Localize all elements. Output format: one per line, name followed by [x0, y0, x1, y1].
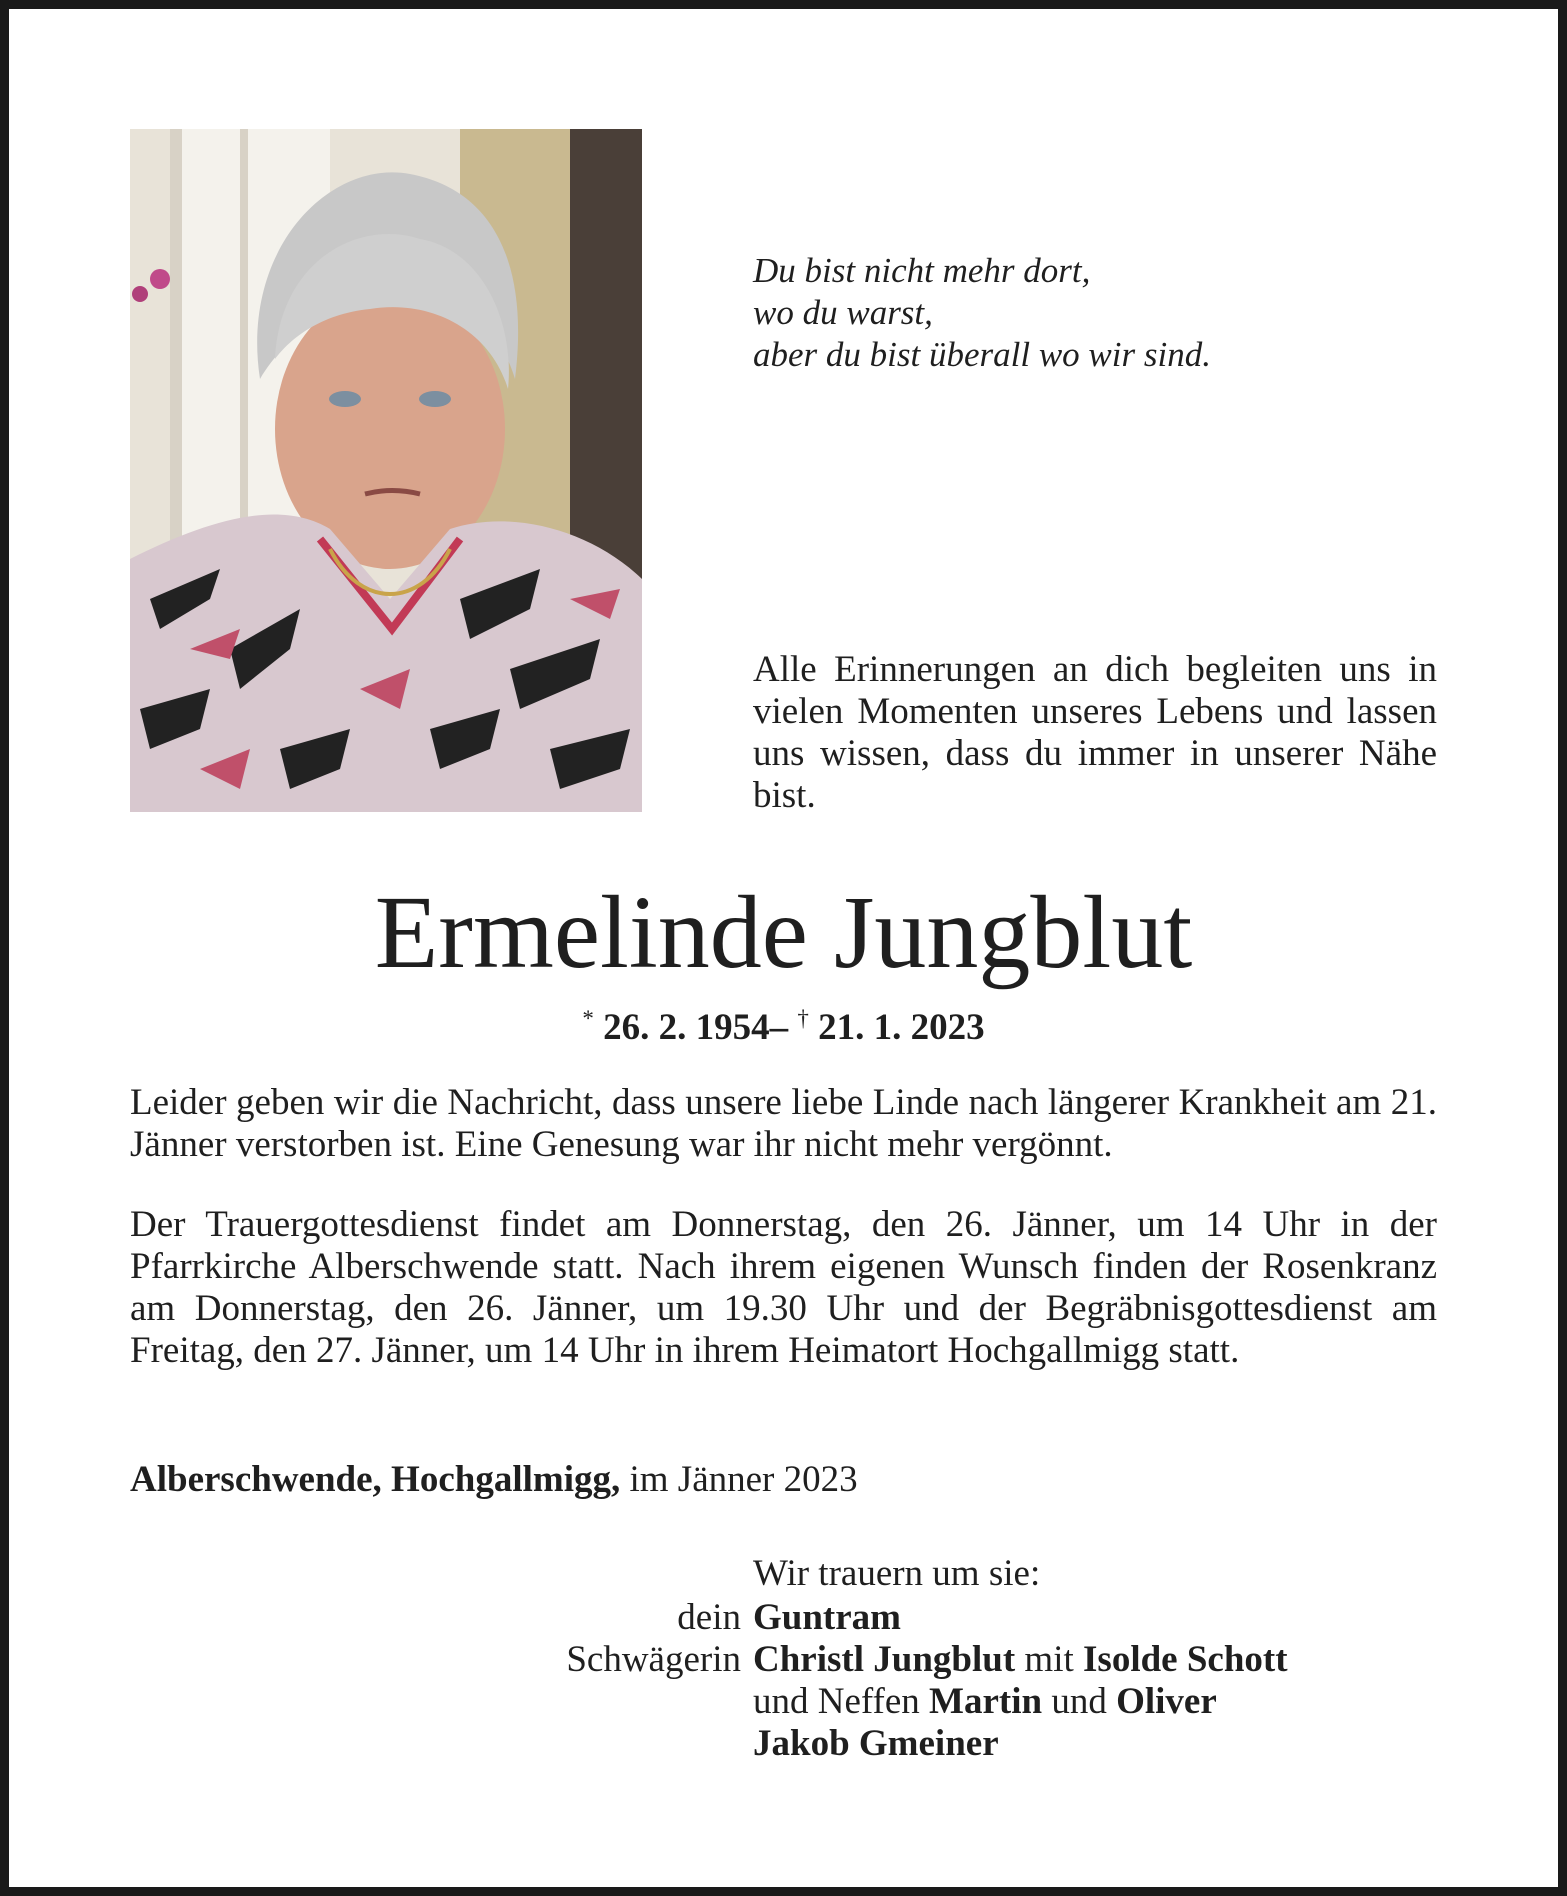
mourner-names: [753, 1681, 1217, 1723]
mourner-name: Oliver: [1116, 1681, 1217, 1722]
mourner-name: Guntram: [753, 1597, 901, 1638]
mourner-name: Jakob Gmeiner: [753, 1723, 999, 1764]
birth-date: 26. 2. 1954: [603, 1007, 770, 1048]
service-paragraph: Der Trauergottesdienst findet am Donnerstag, den 26. Jänner, um 14 Uhr in der Pfarrkirche Alberschwende statt. Nach ihrem eigenen Wunsch finden der Rosenkranz am Donnerstag, den 26. Jänner, um 19.30 Uhr und der Begräbnisgottesdienst am Freitag, den 27. Jänner, um 14 Uhr in ihrem Heimatort Hochgallmigg statt.: [130, 1204, 1437, 1371]
mourner-row: [0, 1681, 1567, 1723]
memory-text: Alle Erinnerungen an dich begleiten uns in vielen Momenten unseres Lebens und lassen uns wissen, dass du immer in unserer Nähe bist.: [753, 649, 1437, 816]
date: im Jänner 2023: [629, 1459, 858, 1500]
deceased-name: Ermelinde Jungblut: [374, 875, 1193, 990]
date-separator: –: [769, 1007, 789, 1048]
mourners-heading: Wir trauern um sie:: [753, 1553, 1041, 1594]
mourner-relation: Schwägerin: [566, 1639, 741, 1680]
mourners-list: [0, 1597, 1567, 1765]
quote-line: Du bist nicht mehr dort,: [753, 251, 1091, 290]
mourner-name: Isolde Schott: [1083, 1639, 1288, 1680]
place-and-date: [130, 1459, 858, 1501]
mourner-row: [0, 1639, 1567, 1681]
mourner-names: [753, 1723, 999, 1765]
mourner-relation: dein: [677, 1597, 741, 1638]
mourner-names: [753, 1597, 901, 1639]
places: Alberschwende, Hochgallmigg,: [130, 1459, 621, 1500]
quote-line: aber du bist überall wo wir sind.: [753, 335, 1211, 374]
mourner-name: Martin: [929, 1681, 1043, 1722]
portrait-photo: [130, 129, 642, 812]
mourner-names: [753, 1639, 1288, 1681]
mourner-connector: mit: [1024, 1639, 1074, 1680]
mourner-connector: und: [1051, 1681, 1107, 1722]
mourner-row: [0, 1597, 1567, 1639]
mourner-row: [0, 1723, 1567, 1765]
memorial-quote: [753, 250, 1211, 376]
death-date: 21. 1. 2023: [818, 1007, 985, 1048]
mourner-prefix: und Neffen: [753, 1681, 920, 1722]
mourner-name: Christl Jungblut: [753, 1639, 1016, 1680]
birth-symbol: *: [582, 1006, 594, 1031]
announcement-paragraph: Leider geben wir die Nachricht, dass unsere liebe Linde nach längerer Krankheit am 21. Jänner verstorben ist. Eine Genesung war ihr nicht mehr vergönnt.: [130, 1082, 1437, 1165]
death-symbol: †: [797, 1006, 809, 1031]
quote-line: wo du warst,: [753, 293, 933, 332]
life-dates: [0, 995, 1567, 1052]
